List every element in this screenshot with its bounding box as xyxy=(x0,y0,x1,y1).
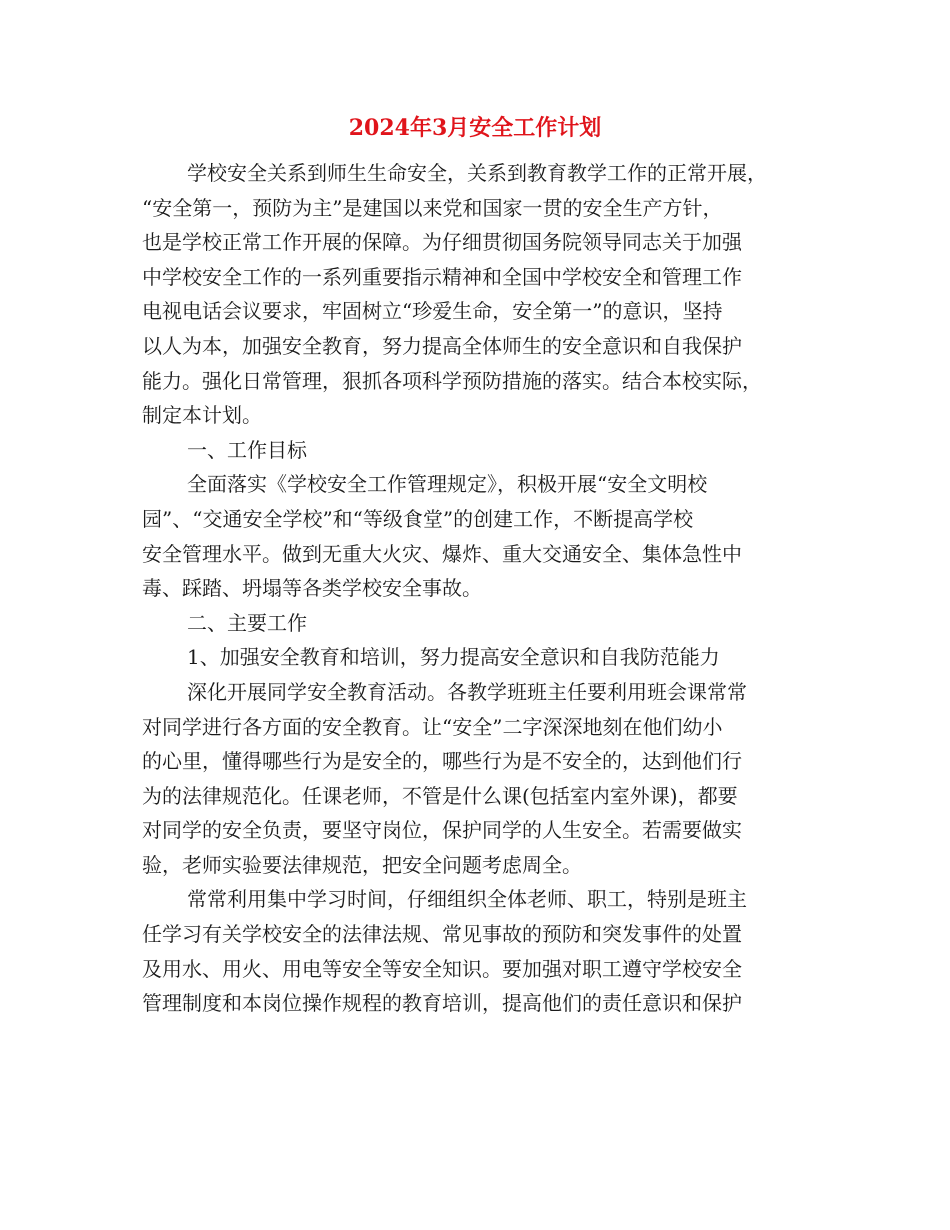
text-line: 毒、踩踏、坍塌等各类学校安全事故。 xyxy=(142,576,482,601)
text-line: “安全第一，预防为主”是建国以来党和国家一贯的安全生产方针， xyxy=(142,195,723,220)
text-line: 及用水、用火、用电等安全等安全知识。要加强对职工遵守学校安全 xyxy=(142,956,742,981)
text-line: 二、主要工作 xyxy=(187,610,307,635)
text-line: 全面落实《学校安全工作管理规定》，积极开展“安全文明校 xyxy=(187,472,708,497)
text-line: 安全管理水平。做到无重大火灾、爆炸、重大交通安全、集体急性中 xyxy=(142,541,742,566)
text-line: 验，老师实验要法律规范，把安全问题考虑周全。 xyxy=(142,852,582,877)
text-line: 的心里，懂得哪些行为是安全的，哪些行为是不安全的，达到他们行 xyxy=(142,749,742,774)
document-title: 2024年3月安全工作计划 xyxy=(348,115,602,141)
text-line: 对同学进行各方面的安全教育。让“安全”二字深深地刻在他们幼小 xyxy=(142,714,723,739)
text-line: 电视电话会议要求，牢固树立“珍爱生命，安全第一”的意识，坚持 xyxy=(142,299,723,324)
text-line: 管理制度和本岗位操作规程的教育培训，提高他们的责任意识和保护 xyxy=(142,991,742,1016)
text-line: 为的法律规范化。任课老师，不管是什么课(包括室内室外课)，都要 xyxy=(142,783,738,808)
text-line: 中学校安全工作的一系列重要指示精神和全国中学校安全和管理工作 xyxy=(142,264,742,289)
text-line: 学校安全关系到师生生命安全，关系到教育教学工作的正常开展， xyxy=(187,161,767,185)
text-line: 制定本计划。 xyxy=(142,403,262,428)
text-line: 深化开展同学安全教育活动。各教学班班主任要利用班会课常常 xyxy=(187,679,747,704)
text-line: 也是学校正常工作开展的保障。为仔细贯彻国务院领导同志关于加强 xyxy=(142,230,742,255)
text-line: 1、加强安全教育和培训，努力提高安全意识和自我防范能力 xyxy=(187,645,720,670)
text-line: 对同学的安全负责，要坚守岗位，保护同学的人生安全。若需要做实 xyxy=(142,818,742,843)
text-line: 任学习有关学校安全的法律法规、常见事故的预防和突发事件的处置 xyxy=(142,922,742,947)
text-line: 以人为本，加强安全教育，努力提高全体师生的安全意识和自我保护 xyxy=(142,333,742,358)
document-body xyxy=(142,156,814,1021)
text-line: 一、工作目标 xyxy=(187,437,307,462)
text-line: 常常利用集中学习时间，仔细组织全体老师、职工，特别是班主 xyxy=(187,887,747,912)
text-line: 能力。强化日常管理，狠抓各项科学预防措施的落实。结合本校实际， xyxy=(142,368,762,393)
text-line: 园”、“交通安全学校”和“等级食堂”的创建工作，不断提高学校 xyxy=(142,506,694,531)
